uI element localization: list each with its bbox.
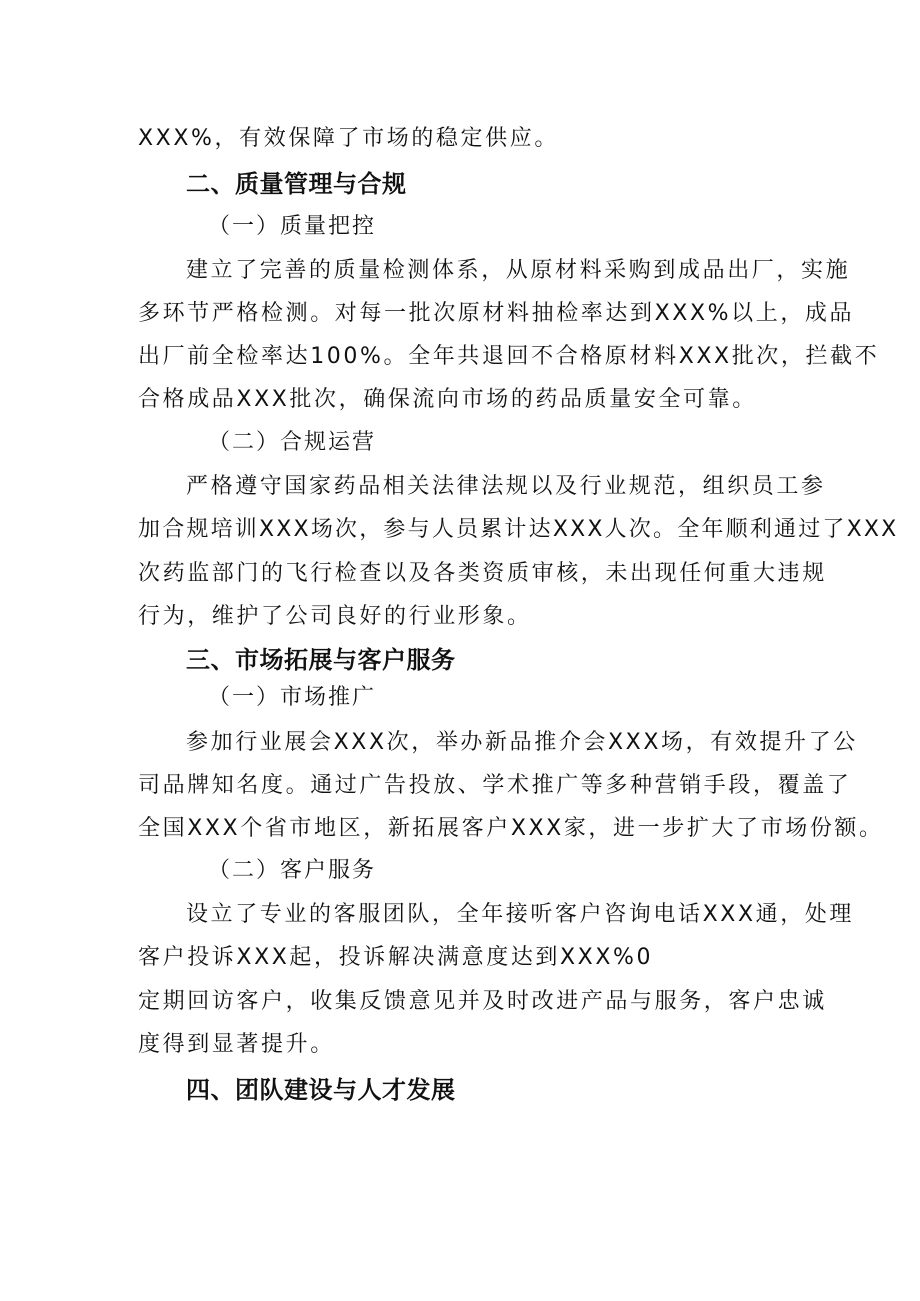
paragraph-line: 严格遵守国家药品相关法律法规以及行业规范，组织员工参 — [186, 474, 826, 499]
paragraph-line: 客户投诉XXX起，投诉解决满意度达到XXX%0 — [138, 945, 654, 970]
paragraph-line: 司品牌知名度。通过广告投放、学术推广等多种营销手段，覆盖了 — [138, 773, 852, 798]
subsection-heading: （一）质量把控 — [208, 214, 377, 239]
paragraph-line: 加合规培训XXX场次，参与人员累计达XXX人次。全年顺利通过了XXX — [138, 517, 899, 542]
paragraph-line: 多环节严格检测。对每一批次原材料抽检率达到XXX%以上，成品 — [138, 301, 855, 326]
paragraph-line: 度得到显著提升。 — [138, 1032, 335, 1057]
paragraph-line: 全国XXX个省市地区，新拓展客户XXX家，进一步扩大了市场份额。 — [138, 816, 884, 841]
subsection-heading: （二）合规运营 — [208, 430, 377, 455]
paragraph-line: 出厂前全检率达100%。全年共退回不合格原材料XXX批次，拦截不 — [138, 344, 880, 369]
subsection-heading: （二）客户服务 — [208, 858, 377, 883]
paragraph-line: XXX%，有效保障了市场的稳定供应。 — [138, 126, 559, 151]
paragraph-line: 合格成品XXX批次，确保流向市场的药品质量安全可靠。 — [138, 387, 757, 412]
section-heading: 二、质量管理与合规 — [186, 170, 407, 198]
section-heading: 四、团队建设与人才发展 — [186, 1076, 456, 1104]
paragraph-line: 参加行业展会XXX次，举办新品推介会XXX场，有效提升了公 — [186, 730, 858, 755]
section-heading: 三、市场拓展与客户服务 — [186, 646, 456, 674]
paragraph-line: 行为，维护了公司良好的行业形象。 — [138, 604, 532, 629]
paragraph-line: 建立了完善的质量检测体系，从原材料采购到成品出厂，实施 — [186, 258, 851, 283]
subsection-heading: （一）市场推广 — [208, 685, 377, 710]
paragraph-line: 次药监部门的飞行检查以及各类资质审核，未出现任何重大违规 — [138, 561, 827, 586]
paragraph-line: 设立了专业的客服团队，全年接听客户咨询电话XXX通，处理 — [186, 902, 855, 927]
paragraph-line: 定期回访客户，收集反馈意见并及时改进产品与服务，客户忠诚 — [138, 989, 827, 1014]
